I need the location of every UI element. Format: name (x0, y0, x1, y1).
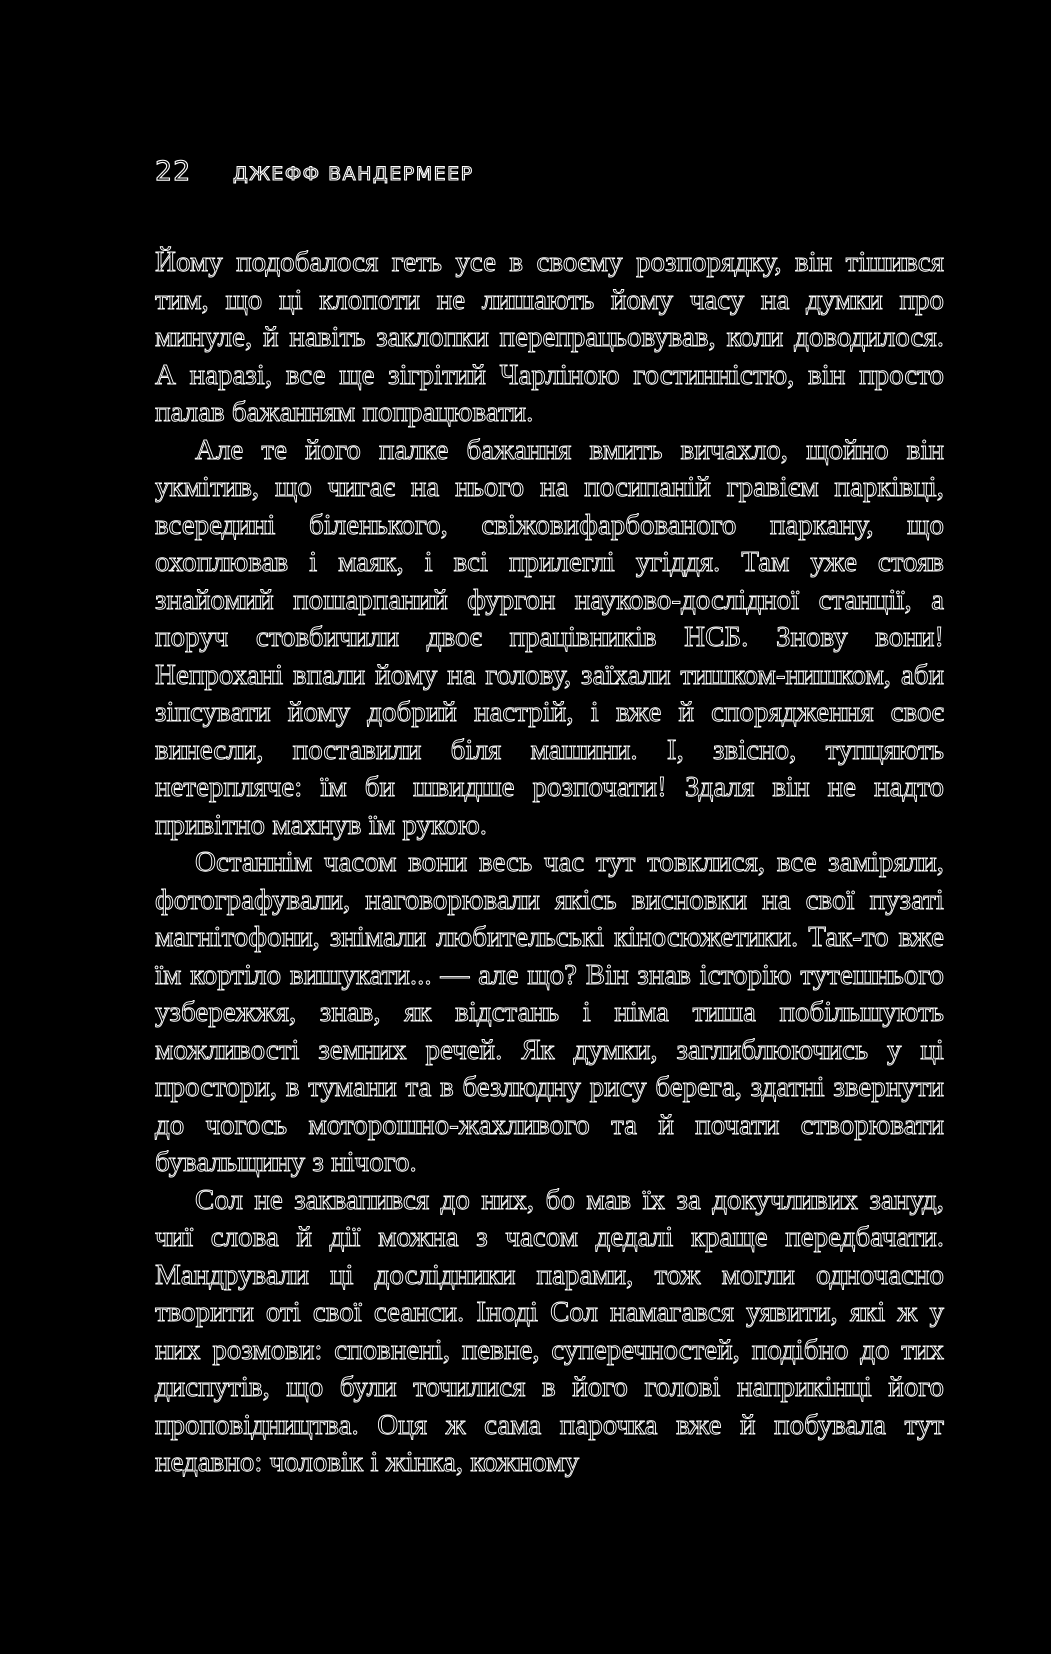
paragraph-3: Останнім часом вони весь час тут товклися, все заміряли, фотографували, наговорювали якісь висновки на свої пузаті магнітофони, знімали любительські кіносюжетики. Так-то вже їм кортіло вишукати... — але що? Він знав історію тутешнього узбережжя, знав, як відстань і німа тиша побільшують можливості земних речей. Як думки, заглиблюючись у ці простори, в тумани та в безлюдну рису берега, здатні звернути до чогось моторошно-жахливого та й почати створювати бувальщину з нічого. (155, 846, 944, 1178)
running-head (155, 156, 474, 192)
page-number: 22 (155, 156, 192, 187)
author-name: ДЖЕФФ ВАНДЕРМЕЕР (233, 163, 474, 185)
paragraph-4: Сол не заквапився до них, бо мав їх за докучливих зануд, чиї слова й дії можна з часом дедалі краще передбачати. Мандрували ці дослідники парами, тож могли одночасно творити оті свої сеанси. Іноді Сол намагався уявити, які ж у них розмови: сповнені, певне, суперечностей, подібно до тих диспутів, що були точилися в його голові наприкінці його проповідництва. Оця ж сама парочка вже й побувала тут недавно: чоловік і жінка, кожному (155, 1183, 944, 1478)
paragraph-2: Але те його палке бажання вмить вичахло, щойно він укмітив, що чигає на нього на посипаній гравієм парківці, всередині біленького, свіжовифарбованого паркану, що охоплював і маяк, і всі прилеглі угіддя. Там уже стояв знайомий пошарпаний фургон науково-дослідної станції, а поруч стовбичили двоє працівників НСБ. Знову вони! Непрохані впали йому на голову, заїхали тишком-нишком, аби зіпсувати йому добрий настрій, і вже й спорядження своє винесли, поставили біля машини. І, звісно, тупцяють нетерпляче: їм би швидше розпочати! Здаля він не надто привітно махнув їм рукою. (155, 433, 944, 841)
paragraph-1: Йому подобалося геть усе в своєму розпорядку, він тішився тим, що ці клопоти не лишають йому часу на думки про минуле, й навіть заклопки перепрацьовував, коли доводилося. А наразі, все ще зігрітий Чарліною гостинністю, він просто палав бажанням попрацювати. (155, 246, 944, 428)
body-text (155, 244, 944, 1482)
